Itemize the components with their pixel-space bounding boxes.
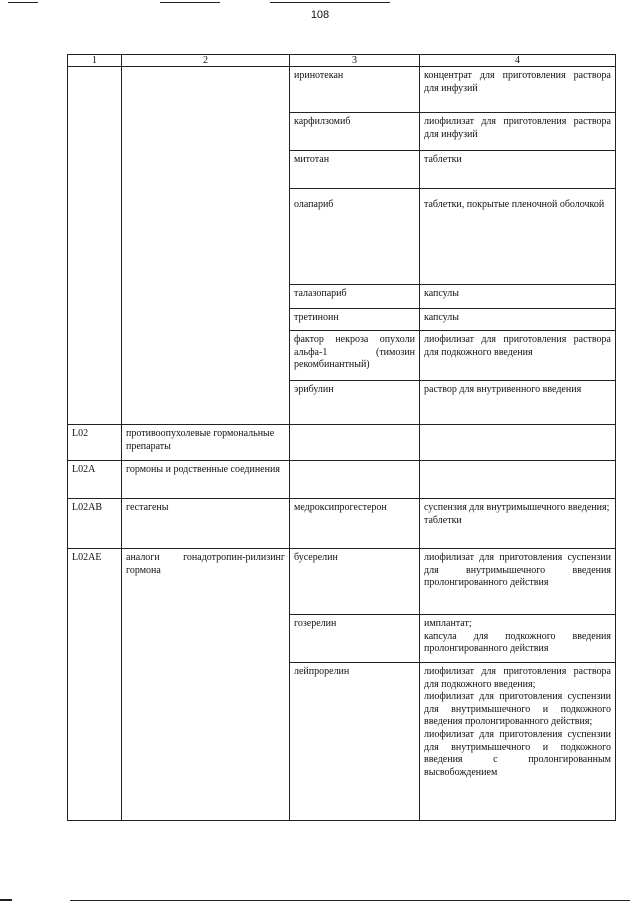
form-text: капсула для подкожного введения пролонгированного действия [424,630,611,655]
form-text: лиофилизат для приготовления раствора для подкожного введения; [424,666,611,690]
form-text: лиофилизат для приготовления суспензии для внутримышечного и подкожного введения пролонгированного действия; [424,691,611,728]
code-cell: L02AB [68,499,122,549]
form-text: лиофилизат для приготовления суспензии для внутримышечного введения пролонгированного действия [424,552,611,589]
drug-cell: талазопариб [290,285,420,309]
group-cell: противоопухолевые гормональные препараты [122,425,290,461]
drug-cell [290,425,420,461]
drug-cell: лейпрорелин [290,663,420,821]
drug-cell: митотан [290,151,420,189]
drug-cell: третиноин [290,309,420,331]
forms-cell [420,381,616,425]
forms-cell [420,461,616,499]
drug-cell: гозерелин [290,615,420,663]
drug-cell: эрибулин [290,381,420,425]
drug-cell: карфилзомиб [290,113,420,151]
form-text: капсулы [424,288,459,299]
bottom-scan-line [70,900,630,901]
table-row [68,461,616,499]
column-header-1: 1 [68,55,122,67]
form-text: лиофилизат для приготовления раствора для подкожного введения [424,334,611,358]
table-row [68,549,616,615]
column-header-4: 4 [420,55,616,67]
group-cell: аналоги гонадотропин-рилизинг гормона [122,549,290,821]
code-cell: L02A [68,461,122,499]
table-header-row [68,55,616,67]
forms-cell [420,67,616,113]
forms-cell [420,425,616,461]
table-row [68,67,616,113]
form-text: имплантат; [424,618,472,629]
forms-cell [420,151,616,189]
bottom-scan-line-left [0,899,12,901]
top-scan-line-left [8,2,38,3]
group-cell: гормоны и родственные соединения [122,461,290,499]
form-text: лиофилизат для приготовления раствора для инфузий [424,116,611,140]
table-row [68,499,616,549]
code-cell: L02AE [68,549,122,821]
drug-table [67,54,616,821]
forms-cell [420,499,616,549]
form-text: суспензия для внутримышечного введения; [424,502,610,513]
group-cell: гестагены [122,499,290,549]
column-header-3: 3 [290,55,420,67]
forms-cell [420,615,616,663]
form-text: лиофилизат для приготовления суспензии для внутримышечного и подкожного введения с пролонгированным высвобождением [424,728,611,778]
page-number: 108 [310,9,330,21]
drug-cell: бусерелин [290,549,420,615]
forms-cell [420,663,616,821]
forms-cell [420,189,616,285]
code-cell: L02 [68,425,122,461]
drug-cell: фактор некроза опухоли альфа-1 (тимозин рекомбинантный) [290,331,420,381]
code-cell [68,67,122,425]
form-text: капсулы [424,312,459,323]
form-text: таблетки [424,514,462,526]
form-text: таблетки [424,154,462,165]
form-text: таблетки, покрытые пленочной оболочкой [424,199,605,210]
drug-cell [290,461,420,499]
drug-cell: олапариб [290,189,420,285]
top-scan-line-right [270,2,390,3]
top-scan-line-mid [160,2,220,3]
forms-cell [420,331,616,381]
drug-cell: медроксипрогестерон [290,499,420,549]
table-row [68,425,616,461]
forms-cell [420,309,616,331]
group-cell [122,67,290,425]
forms-cell [420,113,616,151]
forms-cell [420,549,616,615]
drug-cell: иринотекан [290,67,420,113]
forms-cell [420,285,616,309]
form-text: концентрат для приготовления раствора для инфузий [424,70,611,94]
column-header-2: 2 [122,55,290,67]
form-text: раствор для внутривенного введения [424,384,582,395]
